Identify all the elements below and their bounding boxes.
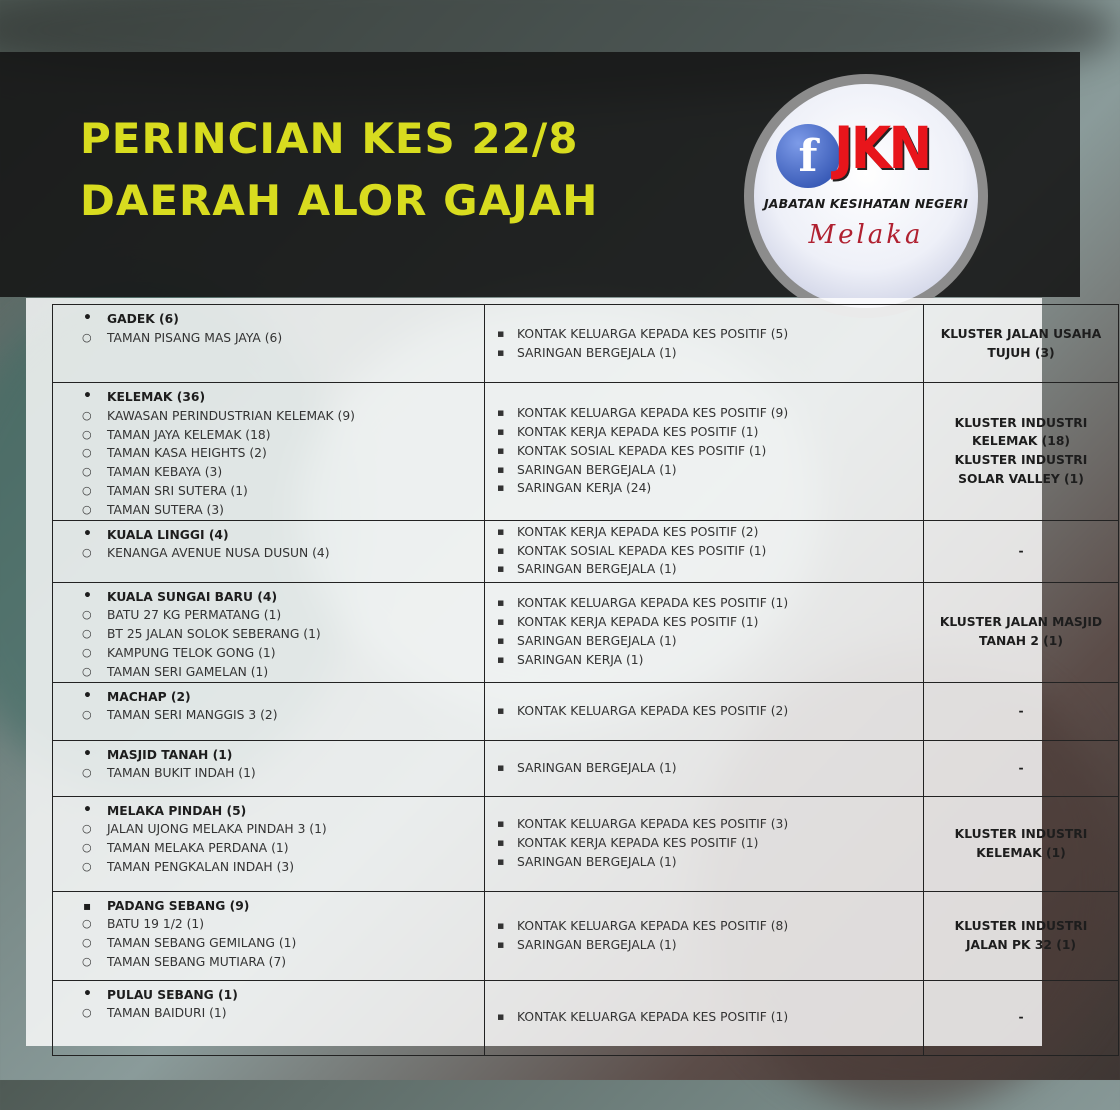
table-row [53, 520, 1119, 582]
area-name: • MASJID TANAH (1) [83, 746, 476, 765]
source-cell [485, 305, 924, 383]
logo-subtitle: JABATAN KESIHATAN NEGERI [763, 196, 969, 211]
source-item: ▪ KONTAK KELUARGA KEPADA KES POSITIF (1) [497, 594, 915, 613]
location-item: ○ BATU 27 KG PERMATANG (1) [83, 606, 476, 625]
area-name: • KELEMAK (36) [83, 388, 476, 407]
table-row [53, 582, 1119, 682]
area-name: • PULAU SEBANG (1) [83, 986, 476, 1005]
area-name: • KUALA SUNGAI BARU (4) [83, 588, 476, 607]
location-item: ○ TAMAN SEBANG MUTIARA (7) [83, 953, 476, 972]
location-item: ○ TAMAN SRI SUTERA (1) [83, 482, 476, 501]
title-line-2: DAERAH ALOR GAJAH [80, 176, 599, 225]
location-item: ○ JALAN UJONG MELAKA PINDAH 3 (1) [83, 820, 476, 839]
location-item: ○ TAMAN MELAKA PERDANA (1) [83, 839, 476, 858]
location-item: ○ TAMAN SEBANG GEMILANG (1) [83, 934, 476, 953]
table-row [53, 980, 1119, 1055]
location-item: ○ KAWASAN PERINDUSTRIAN KELEMAK (9) [83, 407, 476, 426]
case-table [52, 304, 1119, 1056]
cluster-cell [924, 582, 1119, 682]
area-cell [53, 980, 485, 1055]
cluster-cell [924, 796, 1119, 891]
location-item: ○ TAMAN PENGKALAN INDAH (3) [83, 858, 476, 877]
area-name: ▪ PADANG SEBANG (9) [83, 897, 476, 916]
location-item: ○ TAMAN SUTERA (3) [83, 501, 476, 520]
source-cell [485, 980, 924, 1055]
table-row [53, 796, 1119, 891]
table-row [53, 740, 1119, 796]
cluster-cell [924, 682, 1119, 740]
location-item: ○ KAMPUNG TELOK GONG (1) [83, 644, 476, 663]
source-cell [485, 383, 924, 521]
title-line-1: PERINCIAN KES 22/8 [80, 114, 579, 163]
source-item: ▪ SARINGAN BERGEJALA (1) [497, 936, 915, 955]
source-item: ▪ KONTAK SOSIAL KEPADA KES POSITIF (1) [497, 542, 915, 561]
location-item: ○ TAMAN BUKIT INDAH (1) [83, 764, 476, 783]
location-item: ○ TAMAN KEBAYA (3) [83, 463, 476, 482]
table-row [53, 383, 1119, 521]
logo-brand: JKN [834, 114, 930, 182]
source-item: ▪ KONTAK KERJA KEPADA KES POSITIF (1) [497, 423, 915, 442]
source-item: ▪ KONTAK KELUARGA KEPADA KES POSITIF (1) [497, 1008, 915, 1027]
table-row [53, 682, 1119, 740]
case-table-panel [26, 298, 1103, 1046]
source-item: ▪ KONTAK KELUARGA KEPADA KES POSITIF (2) [497, 702, 915, 721]
source-item: ▪ SARINGAN BERGEJALA (1) [497, 853, 915, 872]
source-item: ▪ SARINGAN BERGEJALA (1) [497, 560, 915, 579]
source-cell [485, 891, 924, 980]
cluster-cell [924, 891, 1119, 980]
cluster-cell [924, 520, 1119, 582]
area-cell [53, 891, 485, 980]
facebook-icon: f [776, 124, 840, 188]
cluster-cell [924, 980, 1119, 1055]
source-item: ▪ KONTAK KELUARGA KEPADA KES POSITIF (3) [497, 815, 915, 834]
cluster-label: KLUSTER INDUSTRI KELEMAK (18) [954, 415, 1088, 449]
page-title [80, 108, 598, 232]
location-item: ○ TAMAN JAYA KELEMAK (18) [83, 426, 476, 445]
location-item: ○ TAMAN PISANG MAS JAYA (6) [83, 329, 476, 348]
source-item: ▪ SARINGAN KERJA (1) [497, 651, 915, 670]
area-name: • MELAKA PINDAH (5) [83, 802, 476, 821]
cluster-cell [924, 305, 1119, 383]
area-cell [53, 582, 485, 682]
area-cell [53, 740, 485, 796]
source-item: ▪ SARINGAN BERGEJALA (1) [497, 759, 915, 778]
source-item: ▪ SARINGAN BERGEJALA (1) [497, 461, 915, 480]
area-name: • KUALA LINGGI (4) [83, 526, 476, 545]
source-item: ▪ SARINGAN KERJA (24) [497, 479, 915, 498]
source-item: ▪ KONTAK KELUARGA KEPADA KES POSITIF (5) [497, 325, 915, 344]
cluster-label: - [1018, 703, 1024, 718]
location-item: ○ KENANGA AVENUE NUSA DUSUN (4) [83, 544, 476, 563]
cluster-cell [924, 383, 1119, 521]
source-item: ▪ KONTAK SOSIAL KEPADA KES POSITIF (1) [497, 442, 915, 461]
cluster-label: KLUSTER INDUSTRI JALAN PK 32 (1) [954, 918, 1088, 952]
source-item: ▪ KONTAK KELUARGA KEPADA KES POSITIF (9) [497, 404, 915, 423]
location-item: ○ BATU 19 1/2 (1) [83, 915, 476, 934]
cluster-cell [924, 740, 1119, 796]
source-item: ▪ KONTAK KELUARGA KEPADA KES POSITIF (8) [497, 917, 915, 936]
cluster-label: KLUSTER INDUSTRI SOLAR VALLEY (1) [954, 453, 1088, 487]
source-item: ▪ KONTAK KERJA KEPADA KES POSITIF (1) [497, 613, 915, 632]
cluster-label: KLUSTER JALAN MASJID TANAH 2 (1) [939, 615, 1103, 649]
source-cell [485, 740, 924, 796]
cluster-label: KLUSTER JALAN USAHA TUJUH (3) [940, 326, 1102, 360]
area-name: • GADEK (6) [83, 310, 476, 329]
location-item: ○ TAMAN SERI MANGGIS 3 (2) [83, 706, 476, 725]
cluster-label: KLUSTER INDUSTRI KELEMAK (1) [954, 826, 1088, 860]
cluster-label: - [1018, 543, 1024, 558]
source-item: ▪ KONTAK KERJA KEPADA KES POSITIF (2) [497, 523, 915, 542]
location-item: ○ TAMAN SERI GAMELAN (1) [83, 663, 476, 682]
logo-badge [754, 84, 978, 308]
location-item: ○ TAMAN KASA HEIGHTS (2) [83, 444, 476, 463]
table-row [53, 305, 1119, 383]
source-cell [485, 582, 924, 682]
area-cell [53, 682, 485, 740]
location-item: ○ TAMAN BAIDURI (1) [83, 1004, 476, 1023]
cluster-label: - [1018, 760, 1024, 775]
area-cell [53, 305, 485, 383]
source-item: ▪ SARINGAN BERGEJALA (1) [497, 632, 915, 651]
table-row [53, 891, 1119, 980]
source-cell [485, 796, 924, 891]
jkn-melaka-logo[interactable] [744, 74, 988, 318]
location-item: ○ BT 25 JALAN SOLOK SEBERANG (1) [83, 625, 476, 644]
area-name: • MACHAP (2) [83, 688, 476, 707]
source-item: ▪ KONTAK KERJA KEPADA KES POSITIF (1) [497, 834, 915, 853]
area-cell [53, 520, 485, 582]
source-cell [485, 682, 924, 740]
logo-script: Melaka [808, 220, 924, 250]
cluster-label: - [1018, 1010, 1024, 1025]
area-cell [53, 383, 485, 521]
area-cell [53, 796, 485, 891]
source-item: ▪ SARINGAN BERGEJALA (1) [497, 344, 915, 363]
source-cell [485, 520, 924, 582]
